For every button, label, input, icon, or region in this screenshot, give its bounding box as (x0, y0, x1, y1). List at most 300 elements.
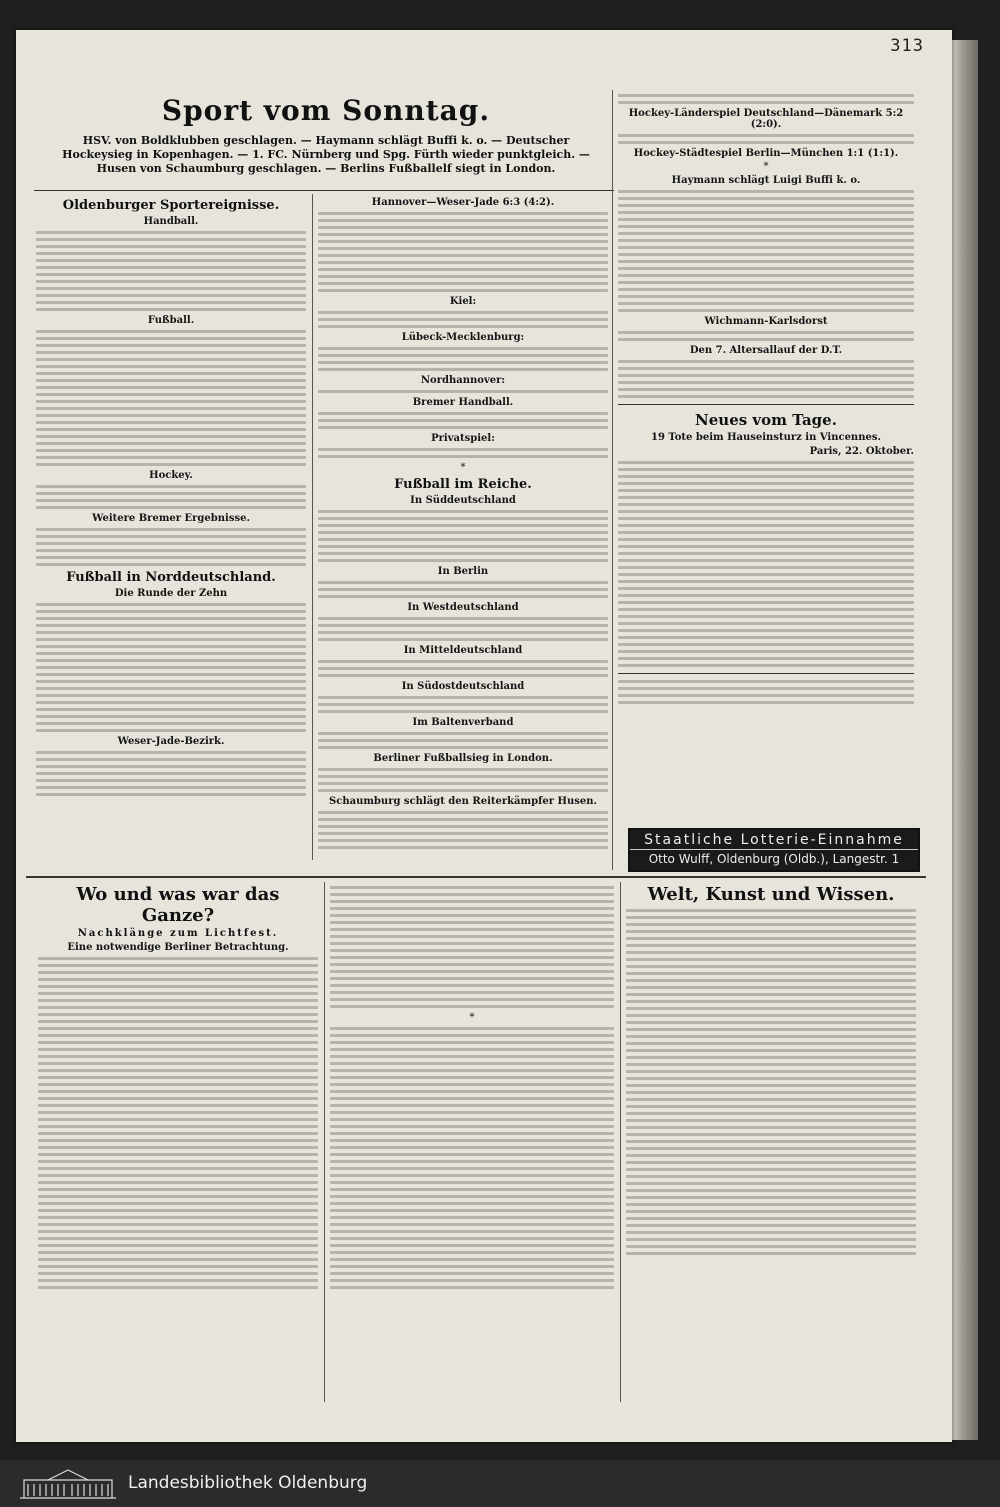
col1-sub-weserjade: Weser-Jade-Bezirk. (117, 736, 225, 747)
col2-heading-reiche: Fußball im Reiche. (394, 477, 532, 492)
text-line-placeholder (36, 273, 306, 276)
column-rule (324, 882, 325, 1402)
text-line-placeholder (36, 563, 306, 566)
text-line-placeholder (38, 1027, 318, 1030)
text-line-placeholder (330, 1230, 614, 1233)
text-line-placeholder (38, 1286, 318, 1289)
text-line-placeholder (626, 1161, 916, 1164)
text-line-placeholder (318, 581, 608, 584)
text-line-placeholder (36, 603, 306, 606)
text-line-placeholder (618, 274, 914, 277)
text-line-placeholder (330, 942, 614, 945)
text-line-placeholder (36, 715, 306, 718)
text-line-placeholder (36, 245, 306, 248)
text-line-placeholder (626, 1224, 916, 1227)
text-line-placeholder (618, 94, 914, 97)
text-line-placeholder (330, 1055, 614, 1058)
col2-sub-luebeck: Lübeck-Mecklenburg: (401, 332, 525, 343)
text-line-placeholder (626, 909, 916, 912)
text-line-placeholder (618, 374, 914, 377)
text-line-placeholder (330, 1034, 614, 1037)
text-line-placeholder (38, 1265, 318, 1268)
text-line-placeholder (618, 302, 914, 305)
text-line-placeholder (330, 1202, 614, 1205)
text-line-placeholder (618, 141, 914, 144)
text-line-placeholder (330, 1160, 614, 1163)
text-line-placeholder (38, 1139, 318, 1142)
text-line-placeholder (618, 338, 914, 341)
column-rule (312, 194, 313, 860)
text-line-placeholder (38, 1258, 318, 1261)
col3-sub-hockey: Hockey-Länderspiel Deutschland—Dänemark 5:2 (2:0). (628, 108, 904, 130)
text-line-placeholder (38, 992, 318, 995)
text-line-placeholder (38, 1230, 318, 1233)
col1-sub-weitere: Weitere Bremer Ergebnisse. (92, 513, 250, 524)
text-line-placeholder (318, 667, 608, 670)
text-line-placeholder (618, 594, 914, 597)
text-line-placeholder (36, 680, 306, 683)
text-line-placeholder (626, 930, 916, 933)
text-line-placeholder (626, 1245, 916, 1248)
text-line-placeholder (38, 1048, 318, 1051)
text-line-placeholder (318, 775, 608, 778)
text-line-placeholder (318, 325, 608, 328)
text-line-placeholder (618, 650, 914, 653)
text-line-placeholder (38, 978, 318, 981)
text-line-placeholder (38, 1034, 318, 1037)
text-line-placeholder (626, 965, 916, 968)
column-oldenburg (36, 194, 306, 800)
text-line-placeholder (626, 1182, 916, 1185)
text-line-placeholder (318, 538, 608, 541)
text-line-placeholder (318, 282, 608, 285)
text-line-placeholder (38, 1160, 318, 1163)
text-line-placeholder (38, 957, 318, 960)
text-line-placeholder (36, 638, 306, 641)
text-line-placeholder (318, 552, 608, 555)
text-line-placeholder (318, 545, 608, 548)
text-line-placeholder (330, 1062, 614, 1065)
col1-sub-fussball: Fußball. (147, 315, 195, 326)
text-line-placeholder (330, 1076, 614, 1079)
text-line-placeholder (618, 629, 914, 632)
text-line-placeholder (618, 566, 914, 569)
col1-sub-hockey: Hockey. (149, 470, 193, 481)
text-line-placeholder (38, 1104, 318, 1107)
text-line-placeholder (38, 1062, 318, 1065)
col3-sub-lauf: Den 7. Altersallauf der D.T. (689, 345, 843, 356)
text-line-placeholder (618, 601, 914, 604)
text-line-placeholder (36, 400, 306, 403)
text-line-placeholder (330, 1209, 614, 1212)
text-line-placeholder (626, 958, 916, 961)
text-line-placeholder (330, 1244, 614, 1247)
text-line-placeholder (626, 1063, 916, 1066)
text-line-placeholder (618, 510, 914, 513)
text-line-placeholder (330, 1167, 614, 1170)
section-rule (26, 876, 926, 878)
text-line-placeholder (38, 1223, 318, 1226)
text-line-placeholder (626, 1119, 916, 1122)
text-line-placeholder (618, 253, 914, 256)
text-line-placeholder (618, 225, 914, 228)
text-line-placeholder (38, 1188, 318, 1191)
text-line-placeholder (330, 1111, 614, 1114)
text-line-placeholder (626, 944, 916, 947)
text-line-placeholder (618, 615, 914, 618)
text-line-placeholder (626, 986, 916, 989)
text-line-placeholder (38, 1202, 318, 1205)
text-line-placeholder (626, 1231, 916, 1234)
text-line-placeholder (626, 1098, 916, 1101)
text-line-placeholder (36, 708, 306, 711)
text-line-placeholder (618, 331, 914, 334)
lichtfest-sub: Nachklänge zum Lichtfest. (77, 928, 279, 939)
text-line-placeholder (38, 1195, 318, 1198)
col2-sub-balten: Im Baltenverband (412, 717, 514, 728)
text-line-placeholder (36, 372, 306, 375)
text-line-placeholder (330, 935, 614, 938)
text-line-placeholder (618, 367, 914, 370)
text-line-placeholder (618, 260, 914, 263)
text-line-placeholder (36, 435, 306, 438)
col2-sub-suedost: In Südostdeutschland (401, 681, 525, 692)
text-line-placeholder (38, 1006, 318, 1009)
text-line-placeholder (318, 412, 608, 415)
col2-heading-hannover: Hannover—Weser-Jade 6:3 (4:2). (371, 197, 555, 208)
text-line-placeholder (36, 624, 306, 627)
text-line-placeholder (38, 1132, 318, 1135)
text-line-placeholder (38, 1146, 318, 1149)
text-line-placeholder (330, 921, 614, 924)
col3-sub-staedte: Hockey-Städtespiel Berlin—München 1:1 (1:1). (633, 148, 899, 159)
column-rule (620, 882, 621, 1402)
text-line-placeholder (36, 673, 306, 676)
text-line-placeholder (330, 1279, 614, 1282)
text-line-placeholder (626, 1007, 916, 1010)
separator-asterisk: * (469, 1012, 475, 1023)
text-line-placeholder (618, 531, 914, 534)
text-line-placeholder (318, 811, 608, 814)
text-line-placeholder (618, 580, 914, 583)
text-line-placeholder (318, 524, 608, 527)
text-line-placeholder (38, 1041, 318, 1044)
text-line-placeholder (330, 1286, 614, 1289)
text-line-placeholder (618, 608, 914, 611)
text-line-placeholder (36, 722, 306, 725)
text-line-placeholder (38, 999, 318, 1002)
text-line-placeholder (618, 211, 914, 214)
text-line-placeholder (36, 694, 306, 697)
text-line-placeholder (318, 818, 608, 821)
text-line-placeholder (36, 786, 306, 789)
text-line-placeholder (36, 610, 306, 613)
text-line-placeholder (618, 246, 914, 249)
text-line-placeholder (330, 893, 614, 896)
text-line-placeholder (618, 517, 914, 520)
text-line-placeholder (318, 240, 608, 243)
text-line-placeholder (330, 963, 614, 966)
text-line-placeholder (318, 825, 608, 828)
neues-title: Neues vom Tage. (695, 411, 837, 429)
text-line-placeholder (618, 204, 914, 207)
text-line-placeholder (318, 289, 608, 292)
text-line-placeholder (626, 1028, 916, 1031)
column-lichtfest (38, 882, 318, 1293)
text-line-placeholder (318, 588, 608, 591)
text-line-placeholder (626, 1056, 916, 1059)
text-line-placeholder (318, 347, 608, 350)
text-line-placeholder (318, 247, 608, 250)
text-line-placeholder (318, 710, 608, 713)
text-line-placeholder (36, 414, 306, 417)
text-line-placeholder (38, 1237, 318, 1240)
text-line-placeholder (330, 1118, 614, 1121)
text-line-placeholder (330, 1083, 614, 1086)
text-line-placeholder (318, 368, 608, 371)
text-line-placeholder (618, 281, 914, 284)
lottery-line2: Otto Wulff, Oldenburg (Oldb.), Langestr. 1 (648, 852, 900, 866)
text-line-placeholder (618, 288, 914, 291)
text-line-placeholder (618, 587, 914, 590)
text-line-placeholder (38, 985, 318, 988)
text-line-placeholder (318, 318, 608, 321)
welt-title: Welt, Kunst und Wissen. (647, 884, 895, 905)
text-line-placeholder (626, 993, 916, 996)
newspaper-page (16, 30, 952, 1442)
text-line-placeholder (36, 449, 306, 452)
text-line-placeholder (318, 390, 608, 393)
text-line-placeholder (330, 1146, 614, 1149)
text-line-placeholder (36, 549, 306, 552)
text-line-placeholder (318, 361, 608, 364)
col1-sub-norddeutschland: Fußball in Norddeutschland. (66, 570, 276, 585)
text-line-placeholder (618, 622, 914, 625)
text-line-placeholder (618, 482, 914, 485)
text-line-placeholder (330, 984, 614, 987)
text-line-placeholder (626, 1238, 916, 1241)
text-line-placeholder (318, 268, 608, 271)
text-line-placeholder (626, 1210, 916, 1213)
text-line-placeholder (618, 388, 914, 391)
text-line-placeholder (38, 971, 318, 974)
col2-sub-west: In Westdeutschland (407, 602, 519, 613)
library-name: Landesbibliothek Oldenburg (128, 1473, 368, 1493)
lottery-advertisement (628, 828, 920, 872)
text-line-placeholder (626, 1252, 916, 1255)
text-line-placeholder (618, 524, 914, 527)
text-line-placeholder (618, 309, 914, 312)
text-line-placeholder (36, 499, 306, 502)
text-line-placeholder (330, 1090, 614, 1093)
text-line-placeholder (626, 979, 916, 982)
col3-sub-haymann: Haymann schlägt Luigi Buffi k. o. (671, 175, 861, 186)
text-line-placeholder (330, 1139, 614, 1142)
text-line-placeholder (618, 101, 914, 104)
text-line-placeholder (330, 977, 614, 980)
text-line-placeholder (626, 1021, 916, 1024)
text-line-placeholder (330, 1048, 614, 1051)
text-line-placeholder (626, 972, 916, 975)
text-line-placeholder (330, 1069, 614, 1072)
text-line-placeholder (330, 1132, 614, 1135)
text-line-placeholder (36, 379, 306, 382)
text-line-placeholder (36, 528, 306, 531)
text-line-placeholder (36, 456, 306, 459)
text-line-placeholder (330, 1097, 614, 1100)
text-line-placeholder (318, 510, 608, 513)
text-line-placeholder (626, 1147, 916, 1150)
text-line-placeholder (618, 218, 914, 221)
text-line-placeholder (38, 1216, 318, 1219)
text-line-placeholder (618, 360, 914, 363)
text-line-placeholder (626, 1049, 916, 1052)
text-line-placeholder (38, 1167, 318, 1170)
text-line-placeholder (330, 1125, 614, 1128)
column-lichtfest-cont (330, 882, 614, 1293)
text-line-placeholder (626, 1196, 916, 1199)
text-line-placeholder (38, 1083, 318, 1086)
lichtfest-sub2: Eine notwendige Berliner Betrachtung. (67, 942, 289, 953)
text-line-placeholder (330, 1272, 614, 1275)
text-line-placeholder (626, 1070, 916, 1073)
text-line-placeholder (626, 1126, 916, 1129)
text-line-placeholder (626, 1154, 916, 1157)
col2-sub-london: Berliner Fußballsieg in London. (373, 753, 553, 764)
text-line-placeholder (618, 395, 914, 398)
rule (34, 190, 614, 191)
text-line-placeholder (38, 1020, 318, 1023)
text-line-placeholder (626, 1217, 916, 1220)
text-line-placeholder (618, 643, 914, 646)
column-right (618, 90, 914, 708)
text-line-placeholder (330, 907, 614, 910)
text-line-placeholder (36, 259, 306, 262)
text-line-placeholder (36, 442, 306, 445)
text-line-placeholder (618, 636, 914, 639)
text-line-placeholder (618, 680, 914, 683)
col3-sub-wichmann: Wichmann-Karlsdorst (704, 316, 828, 327)
text-line-placeholder (318, 617, 608, 620)
text-line-placeholder (36, 393, 306, 396)
text-line-placeholder (36, 252, 306, 255)
text-line-placeholder (330, 991, 614, 994)
col2-sub-privat: Privatspiel: (431, 433, 495, 444)
col2-sub-sued: In Süddeutschland (410, 495, 516, 506)
text-line-placeholder (318, 631, 608, 634)
rule (618, 673, 914, 674)
text-line-placeholder (618, 190, 914, 193)
text-line-placeholder (618, 381, 914, 384)
text-line-placeholder (626, 937, 916, 940)
text-line-placeholder (36, 729, 306, 732)
text-line-placeholder (318, 832, 608, 835)
text-line-placeholder (318, 311, 608, 314)
text-line-placeholder (36, 287, 306, 290)
text-line-placeholder (38, 1076, 318, 1079)
text-line-placeholder (330, 1258, 614, 1261)
column-reiche (318, 194, 608, 853)
text-line-placeholder (330, 949, 614, 952)
text-line-placeholder (618, 134, 914, 137)
text-line-placeholder (330, 1104, 614, 1107)
text-line-placeholder (318, 696, 608, 699)
text-line-placeholder (626, 1175, 916, 1178)
text-line-placeholder (318, 426, 608, 429)
col2-sub-schaumburg: Schaumburg schlägt den Reiterkämpfer Husen. (329, 796, 597, 807)
text-line-placeholder (330, 1174, 614, 1177)
text-line-placeholder (36, 330, 306, 333)
text-line-placeholder (36, 492, 306, 495)
text-line-placeholder (318, 559, 608, 562)
text-line-placeholder (38, 1251, 318, 1254)
text-line-placeholder (626, 1112, 916, 1115)
text-line-placeholder (36, 485, 306, 488)
text-line-placeholder (618, 538, 914, 541)
text-line-placeholder (318, 839, 608, 842)
text-line-placeholder (626, 923, 916, 926)
text-line-placeholder (36, 337, 306, 340)
text-line-placeholder (38, 1069, 318, 1072)
text-line-placeholder (330, 1237, 614, 1240)
text-line-placeholder (618, 503, 914, 506)
text-line-placeholder (38, 1125, 318, 1128)
text-line-placeholder (318, 674, 608, 677)
text-line-placeholder (36, 344, 306, 347)
text-line-placeholder (626, 1105, 916, 1108)
text-line-placeholder (36, 294, 306, 297)
text-line-placeholder (626, 1133, 916, 1136)
text-line-placeholder (618, 489, 914, 492)
text-line-placeholder (36, 542, 306, 545)
text-line-placeholder (36, 556, 306, 559)
text-line-placeholder (38, 1181, 318, 1184)
text-line-placeholder (318, 703, 608, 706)
text-line-placeholder (36, 666, 306, 669)
text-line-placeholder (330, 1005, 614, 1008)
text-line-placeholder (618, 267, 914, 270)
library-footer (0, 1460, 1000, 1507)
text-line-placeholder (36, 765, 306, 768)
text-line-placeholder (36, 407, 306, 410)
text-line-placeholder (36, 659, 306, 662)
separator-asterisk: * (763, 161, 769, 172)
text-line-placeholder (318, 254, 608, 257)
text-line-placeholder (330, 1027, 614, 1030)
page-number: 313 (890, 36, 924, 56)
text-line-placeholder (38, 1244, 318, 1247)
page-edge (952, 40, 978, 1440)
text-line-placeholder (318, 660, 608, 663)
text-line-placeholder (318, 739, 608, 742)
text-line-placeholder (36, 617, 306, 620)
text-line-placeholder (318, 275, 608, 278)
text-line-placeholder (36, 645, 306, 648)
text-line-placeholder (318, 219, 608, 222)
text-line-placeholder (330, 914, 614, 917)
text-line-placeholder (330, 928, 614, 931)
text-line-placeholder (36, 365, 306, 368)
text-line-placeholder (626, 1168, 916, 1171)
text-line-placeholder (318, 531, 608, 534)
text-line-placeholder (318, 233, 608, 236)
col1-sub-runde: Die Runde der Zehn (114, 588, 228, 599)
text-line-placeholder (618, 295, 914, 298)
text-line-placeholder (38, 1174, 318, 1177)
text-line-placeholder (318, 624, 608, 627)
text-line-placeholder (38, 1209, 318, 1212)
text-line-placeholder (318, 789, 608, 792)
